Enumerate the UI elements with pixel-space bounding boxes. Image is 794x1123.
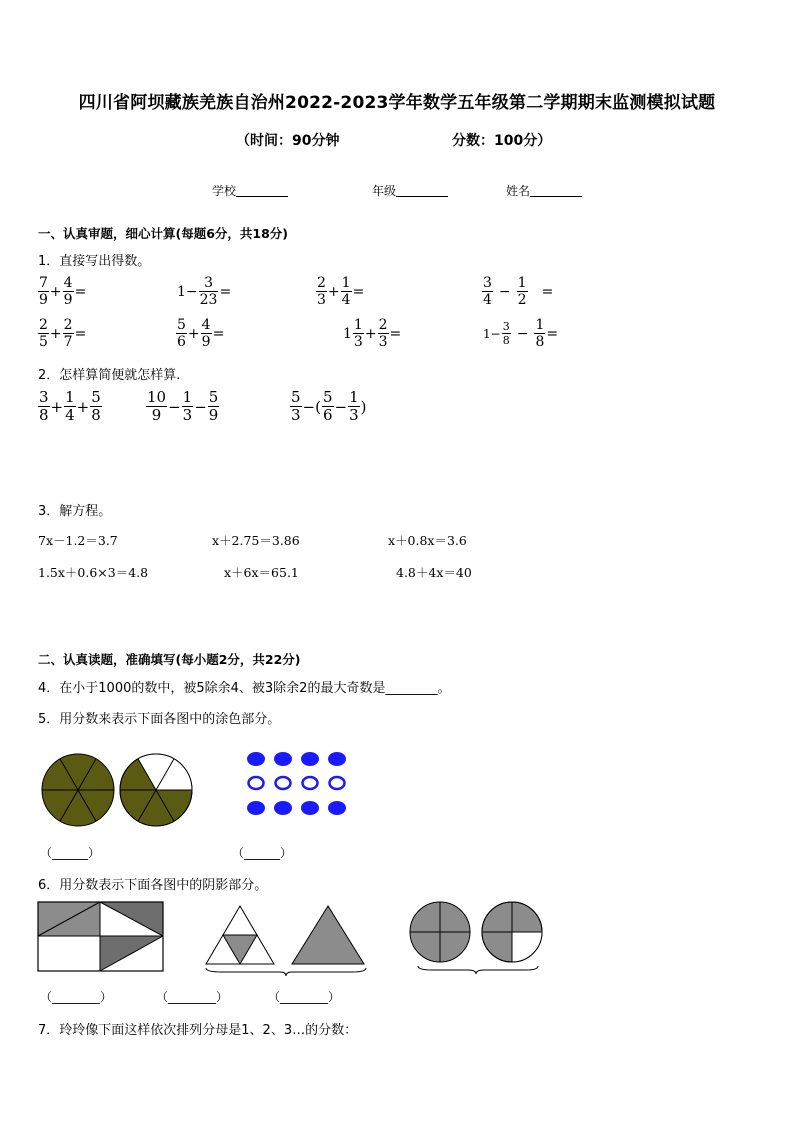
q6-circle-figures [408, 900, 548, 976]
q6-blank-1: （________） [40, 990, 113, 1004]
equation-5: x＋6x＝65.1 [224, 565, 299, 580]
question-4: 4．在小于1000的数中，被5除余4、被3除余2的最大奇数是________。 [38, 681, 451, 696]
q5-blank-1: （______） [40, 846, 101, 860]
pie-partial [120, 754, 192, 826]
simplify-expr-2: $\frac{10}{9}$ − $\frac{1}{3}$ − $\frac{5}{9}$ [147, 388, 219, 424]
school-field: 学校 [212, 182, 288, 199]
question-6: 6．用分数表示下面各图中的阴影部分。 [38, 878, 268, 893]
q6-triangle-figures [202, 904, 376, 978]
name-field: 姓名 [506, 182, 582, 199]
q6-blank-3: （________） [268, 990, 341, 1004]
equation-4: 1.5x＋0.6×3＝4.8 [38, 565, 149, 580]
q6-blank-2: （________） [156, 990, 229, 1004]
calc-item-1: $\frac{7}{9}$ + $\frac{4}{9}$ = [39, 275, 87, 308]
calc-item-7: 1 $\frac{1}{3}$ + $\frac{2}{3}$ = [343, 317, 402, 350]
question-7: 7．玲玲像下面这样依次排列分母是1、2、3…的分数： [38, 1023, 358, 1038]
question-2: 2．怎样算简便就怎样算. [38, 368, 181, 383]
simplify-expr-1: $\frac{3}{8}$ + $\frac{1}{4}$ + $\frac{5}{8}$ [39, 388, 101, 424]
equation-6: 4.8＋4x＝40 [396, 565, 472, 580]
question-3: 3．解方程。 [38, 504, 112, 519]
simplify-expr-3: $\frac{5}{3}$ −( $\frac{5}{6}$ − $\frac{1}{3}$ ) [291, 388, 367, 424]
exam-score: 分数：100分） [452, 133, 552, 149]
exam-time: （时间：90分钟 [236, 133, 340, 149]
calc-item-6: $\frac{5}{6}$ + $\frac{4}{9}$ = [177, 317, 225, 350]
calc-item-3: $\frac{2}{3}$ + $\frac{1}{4}$ = [317, 275, 365, 308]
page-title: 四川省阿坝藏族羌族自治州2022-2023学年数学五年级第二学期期末监测模拟试题 [78, 93, 716, 113]
pie-full [42, 754, 114, 826]
equation-2: x＋2.75＝3.86 [212, 533, 300, 548]
q5-pie-figures [40, 752, 192, 828]
question-1: 1．直接写出得数。 [38, 254, 151, 269]
section-1-heading: 一、认真审题，细心计算(每题6分，共18分) [38, 226, 289, 241]
calc-item-4: $\frac{3}{4}$ − $\frac{1}{2}$ = [483, 275, 554, 308]
q6-rectangle-figure [38, 902, 164, 972]
calc-item-2: 1− $\frac{3}{23}$ = [177, 275, 232, 308]
calc-item-8: 1− $\frac{3}{8}$ − $\frac{1}{8}$ = [483, 317, 559, 350]
equation-3: x＋0.8x＝3.6 [388, 533, 467, 548]
section-2-heading: 二、认真读题，准确填写(每小题2分，共22分) [38, 652, 301, 667]
equation-1: 7x－1.2＝3.7 [38, 533, 118, 548]
calc-item-5: $\frac{2}{5}$ + $\frac{2}{7}$ = [39, 317, 87, 350]
q5-dot-grid [246, 750, 350, 820]
grade-field: 年级 [372, 182, 448, 199]
question-5: 5．用分数来表示下面各图中的涂色部分。 [38, 712, 281, 727]
q5-blank-2: （______） [232, 846, 293, 860]
